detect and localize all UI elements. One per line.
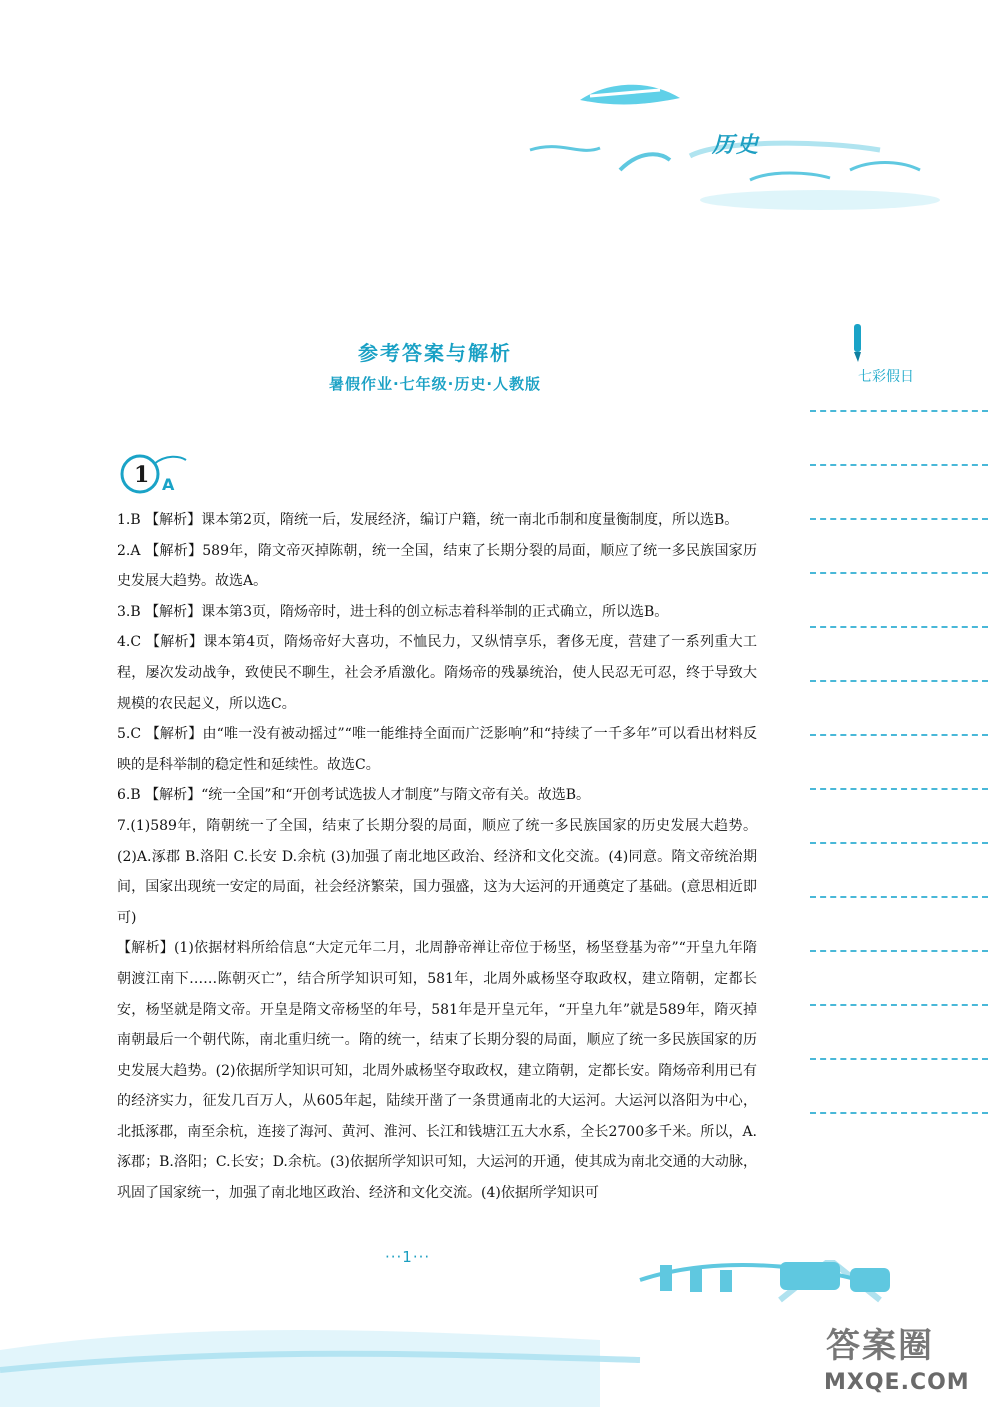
note-lines — [810, 410, 990, 1166]
section-number: 1 — [134, 462, 150, 488]
note-line — [810, 626, 988, 628]
note-line — [810, 896, 988, 898]
watermark-logo: 答案圈 — [826, 1326, 934, 1366]
answer-item: 4.C 【解析】课本第4页，隋炀帝好大喜功，不恤民力，又纵情享乐，奢侈无度，营建了一系列重大工程，屡次发动战争，致使民不聊生，社会矛盾激化。隋炀帝的残暴统治，使人民忍无可忍，终于导致大规模的农民起义，所以选C。 — [117, 634, 757, 712]
answer-item: 6.B 【解析】“统一全国”和“开创考试选拔人才制度”与隋文帝有关。故选B。 — [117, 787, 591, 804]
answer-item: 7.(1)589年，隋朝统一了全国，结束了长期分裂的局面，顺应了统一多民族国家的历史发展大趋势。(2)A.涿郡 B.洛阳 C.长安 D.余杭 (3)加强了南北地区政治、经济和文化交流。(4)同意。隋文帝统治期间，国家出现统一安定的局面，社会经济繁荣，国力强盛，这为大运河的开通奠定了基础。(意思相近即可) — [117, 817, 757, 926]
header-subject-mark: 历史 — [712, 133, 761, 158]
note-line — [810, 788, 988, 790]
note-line — [810, 464, 988, 466]
note-line — [810, 1004, 988, 1006]
note-line — [810, 950, 988, 952]
answers-content — [117, 505, 757, 1209]
page-title: 参考答案与解析 — [358, 341, 512, 365]
answer-item: 5.C 【解析】由“唯一没有被动摇过”“唯一能维持全面而广泛影响”和“持续了一千多年”可以看出材料反映的是科举制的稳定性和延续性。故选C。 — [117, 726, 757, 773]
watermark-url: MXQE.COM — [824, 1370, 970, 1395]
brand-label: 七彩假日 — [858, 369, 914, 385]
pen-icon — [846, 322, 872, 364]
section-letter: A — [162, 475, 175, 494]
answer-item: 【解析】(1)依据材料所给信息“大定元年二月，北周静帝禅让帝位于杨坚，杨坚登基为帝”“开皇九年隋朝渡江南下……陈朝灭亡”，结合所学知识可知，581年，北周外戚杨坚夺取政权，建立隋朝，定都长安，杨坚就是隋文帝。开皇是隋文帝杨坚的年号，581年是开皇元年，“开皇九年”就是589年，隋灭掉南朝最后一个朝代陈，南北重归统一。隋的统一，结束了长期分裂的局面，顺应了统一多民族国家的历史发展大趋势。(2)依据所学知识可知，北周外戚杨坚夺取政权，建立隋朝，定都长安。隋炀帝利用已有的经济实力，征发几百万人，从605年起，陆续开凿了一条贯通南北的大运河。大运河以洛阳为中心，北抵涿郡，南至余杭，连接了海河、黄河、淮河、长江和钱塘江五大水系，全长2700多千米。所以，A.涿郡；B.洛阳；C.长安；D.余杭。(3)依据所学知识可知，大运河的开通，使其成为南北交通的大动脉，巩固了国家统一，加强了南北地区政治、经济和文化交流。(4)依据所学知识可 — [117, 940, 757, 1202]
page-subtitle: 暑假作业·七年级·历史·人教版 — [328, 375, 542, 393]
note-line — [810, 734, 988, 736]
note-line — [810, 1058, 988, 1060]
note-line — [810, 410, 988, 412]
answer-item: 3.B 【解析】课本第3页，隋炀帝时，进士科的创立标志着科举制的正式确立，所以选B。 — [117, 603, 669, 620]
note-line — [810, 842, 988, 844]
note-line — [810, 572, 988, 574]
note-line — [810, 680, 988, 682]
note-line — [810, 1112, 988, 1114]
note-line — [810, 518, 988, 520]
section-badge — [118, 450, 198, 498]
answer-item: 2.A 【解析】589年，隋文帝灭掉陈朝，统一全国，结束了长期分裂的局面，顺应了统一多民族国家历史发展大趋势。故选A。 — [117, 542, 757, 590]
page-number: ···1··· — [385, 1248, 431, 1266]
answer-item: 1.B 【解析】课本第2页，隋统一后，发展经济，编订户籍，统一南北币制和度量衡制度，所以选B。 — [117, 512, 739, 528]
